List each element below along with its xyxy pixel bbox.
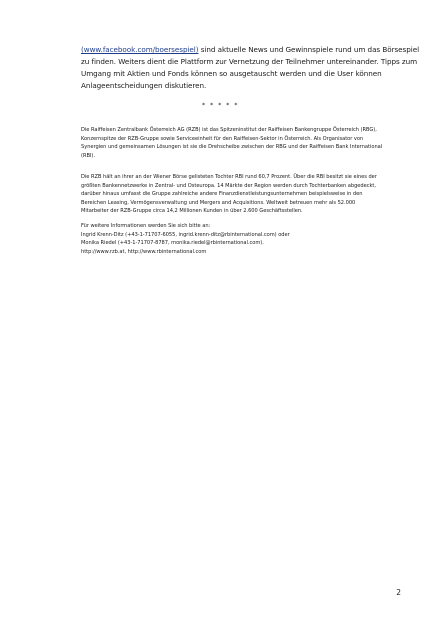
about-rbi-line: Die RZB hält an ihrer an der Wiener Börse gelisteten Tochter RBI rund 60,7 Prozent. Über die RBI besitzt sie eines der: [81, 174, 377, 180]
section-separator: * * * * *: [201, 102, 240, 109]
contact-urls[interactable]: http://www.rzb.at, http://www.rbinternational.com: [81, 248, 207, 255]
contact-line: Monika Riedel (+43-1-71707-8787, monika.riedel@rbinternational.com).: [81, 240, 264, 247]
intro-line-4: Anlageentscheidungen diskutieren.: [81, 81, 207, 90]
about-rbi-line: Bereichen Leasing, Vermögensverwaltung und Mergers and Acquisitions. Weltweit betreuen mehr als 52.000: [81, 199, 356, 206]
about-rzb-line: Die Raiffeisen Zentralbank Österreich AG (RZB) ist das Spitzeninstitut der Raiffeisen Bankengruppe Österreich (RBG),: [81, 127, 377, 133]
page-number: 2: [396, 588, 401, 597]
intro-line-1-text: sind aktuelle News und Gewinnspiele rund um das Börsespiel: [198, 45, 420, 54]
about-rzb-line: Konzernspitze der RZB-Gruppe sowie Serviceeinheit für den Raiffeisen-Sektor in Österreich. Als Organisator von: [81, 135, 364, 142]
about-rbi-line: Mitarbeiter der RZB-Gruppe circa 14,2 Millionen Kunden in über 2.600 Geschäftsstellen.: [81, 208, 303, 215]
contact-line: Ingrid Krenn-Ditz (+43-1-71707-6055, ingrid.krenn-ditz@rbinternational.com) oder: [81, 231, 290, 238]
contact-paragraph: [81, 222, 409, 256]
about-rzb-paragraph: [81, 126, 409, 160]
facebook-link[interactable]: (www.facebook.com/boersespiel): [81, 45, 199, 54]
about-rbi-line: größten Bankennetzwerke in Zentral- und Osteuropa. 14 Märkte der Region werden durch Tochterbanken abgedeckt,: [81, 182, 376, 189]
about-rzb-line: Synergien und gemeinsamen Lösungen ist sie die Drehscheibe zwischen der RBG und der Raiffeisen Bank International: [81, 144, 383, 151]
intro-line-3: Umgang mit Aktien und Fonds können so ausgetauscht werden und die User können: [81, 69, 382, 78]
intro-line-2: zu finden. Weiters dient die Plattform zur Vernetzung der Teilnehmer untereinander. Tipps zum: [81, 57, 418, 66]
intro-paragraph: [81, 44, 420, 92]
about-rzb-line: (RBI).: [81, 152, 95, 159]
about-rbi-line: darüber hinaus umfasst die Gruppe zahlreiche andere Finanzdienstleistungsunternehmen beispielsweise in den: [81, 191, 363, 198]
intro-line-1: [81, 44, 420, 56]
contact-line: Für weitere Informationen werden Sie sich bitte an:: [81, 223, 211, 229]
about-rbi-paragraph: [81, 173, 409, 216]
